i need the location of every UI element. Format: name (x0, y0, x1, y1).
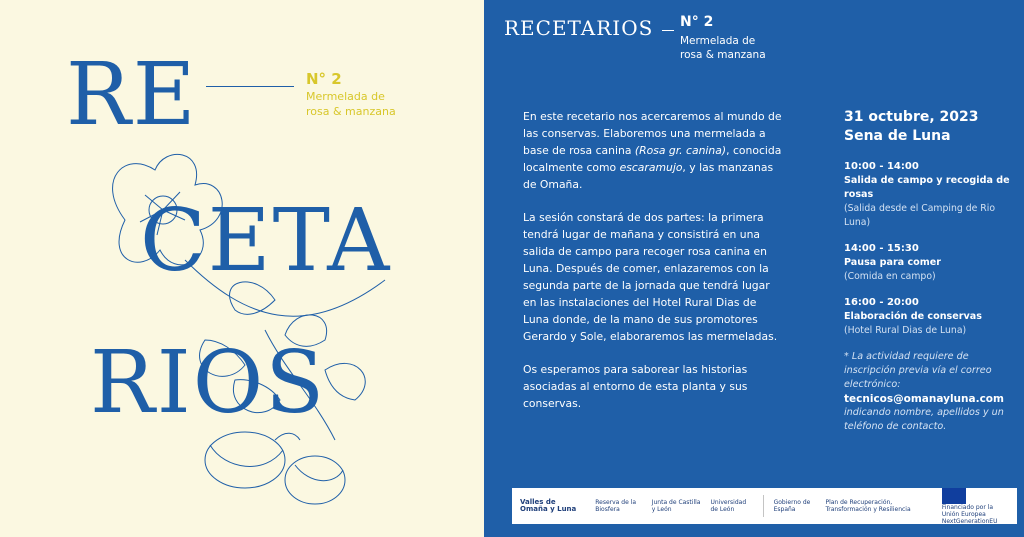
registration-note: * La actividad requiere de inscripción previa vía el correo electrónico: tecnicos@omanayluna.com indicando nombre, apellidos y un teléfono de contacto. (844, 350, 1014, 434)
header-title: RECETARIOS (504, 16, 654, 40)
right-panel (484, 0, 1024, 537)
title-line-3: RIOS (90, 333, 327, 433)
contact-email-link[interactable]: tecnicos@omanayluna.com (844, 393, 1004, 405)
logo-union-europea: Financiado por la Unión Europea NextGenerationEU (942, 488, 1009, 525)
sponsor-logos-bar (512, 488, 1017, 524)
schedule-item: 10:00 - 14:00 Salida de campo y recogida de rosas (Salida desde el Camping de Rio Luna) (844, 161, 1010, 228)
event-details (844, 108, 1014, 434)
logo-universidad-leon: Universidad de León (710, 499, 747, 513)
title-divider (206, 86, 294, 87)
logo-valles-omana-luna: Valles de Omaña y Luna (520, 498, 577, 513)
rose-illustration-icon (85, 140, 405, 537)
issue-subtitle: Mermelada de rosa & manzana (306, 90, 396, 118)
eu-flag-icon (942, 488, 966, 504)
title-line-2: CETA (140, 191, 392, 291)
description-paragraph-3: Os esperamos para saborear las historias asociadas al entorno de esta planta y sus conservas. (523, 363, 748, 410)
logo-junta-cyl: Junta de Castilla y León (651, 499, 701, 513)
logo-gobierno-espana: Gobierno de España (773, 499, 811, 513)
issue-number: N° 2 (306, 70, 342, 88)
description-paragraph-1: En este recetario nos acercaremos al mundo de las conservas. Elaboremos una mermelada a base de rosa canina (Rosa gr. canina), conocida localmente como escaramujo, y las manzanas de Omaña. (523, 110, 782, 191)
title-line-1: RE (66, 45, 198, 145)
event-date: 31 octubre, 2023 (844, 109, 979, 125)
schedule-item: 14:00 - 15:30 Pausa para comer (Comida en campo) (844, 243, 942, 282)
logo-plan-recuperacion: Plan de Recuperación, Transformación y Resiliencia (825, 499, 911, 513)
left-panel (0, 0, 484, 537)
description (523, 108, 785, 428)
header-divider (662, 30, 674, 31)
description-paragraph-2: La sesión constará de dos partes: la primera tendrá lugar de mañana y consistirá en una salida de campo para recoger rosa canina en Luna. Después de comer, enlazaremos con la segunda parte de la jornada que tendrá lugar en las instalaciones del Hotel Rural Dias de Luna donde, de la mano de sus promotores Gerardo y Sole, elaboraremos las mermeladas. (523, 211, 778, 343)
schedule-item: 16:00 - 20:00 Elaboración de conservas (Hotel Rural Dias de Luna) (844, 297, 982, 336)
logo-separator (763, 495, 764, 517)
logo-biosfera: Reserva de la Biosfera (595, 499, 637, 513)
header-number: N° 2 (680, 14, 714, 30)
header-subtitle: Mermelada de rosa & manzana (680, 35, 766, 61)
event-place: Sena de Luna (844, 128, 951, 144)
